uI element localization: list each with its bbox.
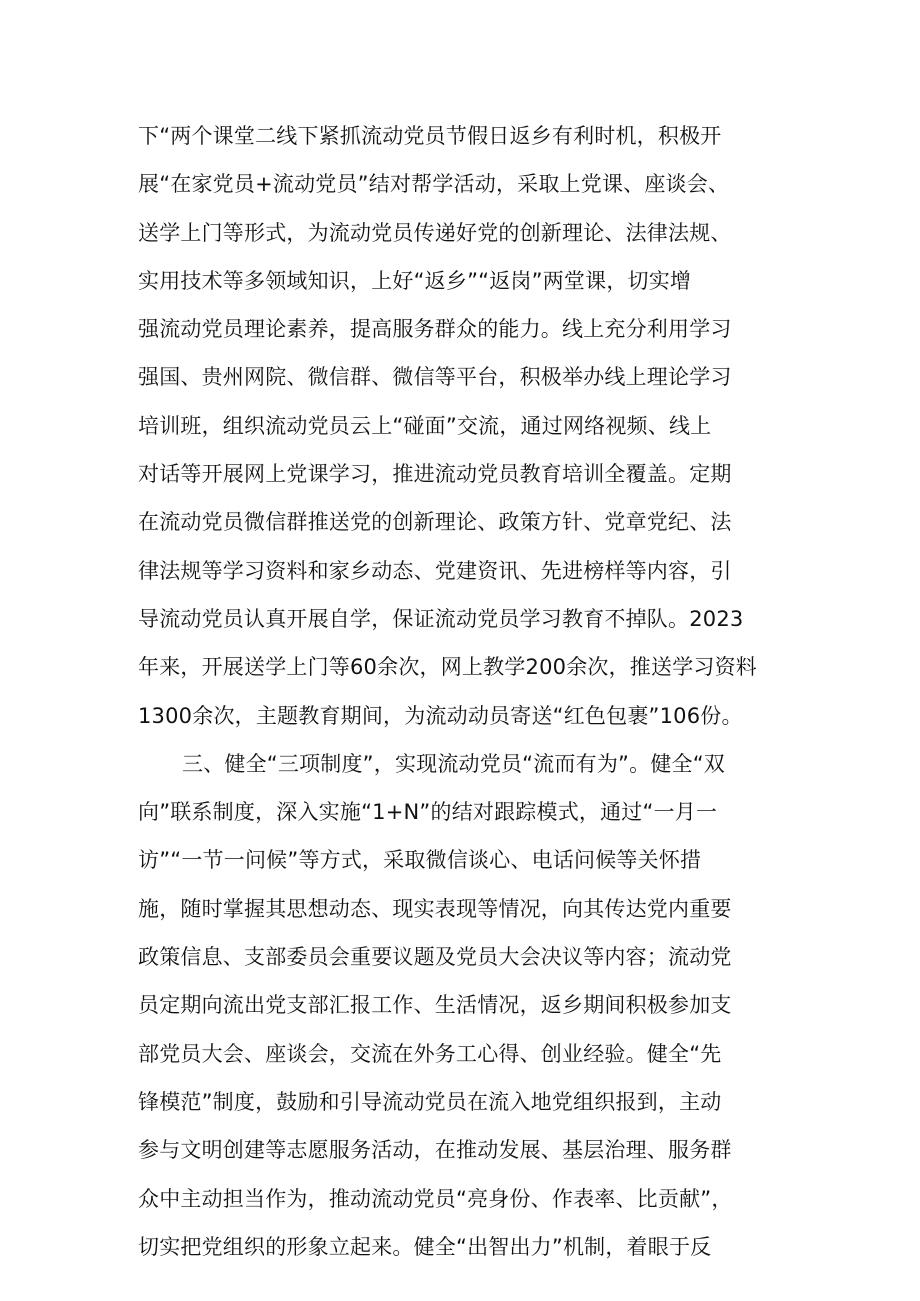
text-line: 强国、贵州网院、微信群、微信等平台，积极举办线上理论学习	[138, 365, 732, 390]
text-line: 锋模范”制度，鼓励和引导流动党员在流入地党组织报到，主动	[138, 1089, 722, 1114]
text-line: 实用技术等多领域知识，上好“返乡”“返岗”两堂课，切实增	[138, 268, 692, 293]
text-line: 政策信息、支部委员会重要议题及党员大会决议等内容；流动党	[138, 945, 732, 970]
text-line: 施，随时掌握其思想动态、现实表现等情况，向其传达党内重要	[138, 896, 732, 921]
text-line: 对话等开展网上党课学习，推进流动党员教育培训全覆盖。定期	[138, 462, 732, 487]
text-line: 向”联系制度，深入实施“1+N”的结对跟踪模式，通过“一月一	[138, 800, 718, 825]
text-line: 员定期向流出党支部汇报工作、生活情况，返乡期间积极参加支	[138, 993, 732, 1018]
text-line: 切实把党组织的形象立起来。健全“出智出力”机制，着眼于反	[138, 1234, 712, 1259]
body-text	[138, 112, 798, 1271]
text-line: 部党员大会、座谈会，交流在外务工心得、创业经验。健全“先	[138, 1041, 722, 1066]
text-line: 强流动党员理论素养，提高服务群众的能力。线上充分利用学习	[138, 317, 732, 342]
text-line: 律法规等学习资料和家乡动态、党建资讯、先进榜样等内容，引	[138, 558, 732, 583]
text-line: 下“两个课堂二线下紧抓流动党员节假日返乡有利时机，积极开	[138, 124, 722, 148]
text-line: 展“在家党员+流动党员”结对帮学活动，采取上党课、座谈会、	[138, 172, 730, 197]
text-line: 导流动党员认真开展自学，保证流动党员学习教育不掉队。2023	[138, 606, 744, 631]
text-line: 送学上门等形式，为流动党员传递好党的创新理论、法律法规、	[138, 220, 732, 245]
section-heading-line: 三、健全“三项制度”，实现流动党员“流而有为”。健全“双	[182, 751, 725, 776]
text-line: 众中主动担当作为，推动流动党员“亮身份、作表率、比贡献”，	[138, 1186, 733, 1211]
text-line: 在流动党员微信群推送党的创新理论、政策方针、党章党纪、法	[138, 510, 732, 535]
text-line: 培训班，组织流动党员云上“碰面”交流，通过网络视频、线上	[138, 413, 712, 438]
text-line: 访”“一节一问候”等方式，采取微信谈心、电话问候等关怀措	[138, 848, 702, 873]
text-line: 年来，开展送学上门等60余次，网上教学200余次，推送学习资料	[138, 655, 758, 680]
text-line: 1300余次，主题教育期间，为流动动员寄送“红色包裹”106份。	[138, 703, 743, 728]
text-line: 参与文明创建等志愿服务活动，在推动发展、基层治理、服务群	[138, 1138, 732, 1163]
